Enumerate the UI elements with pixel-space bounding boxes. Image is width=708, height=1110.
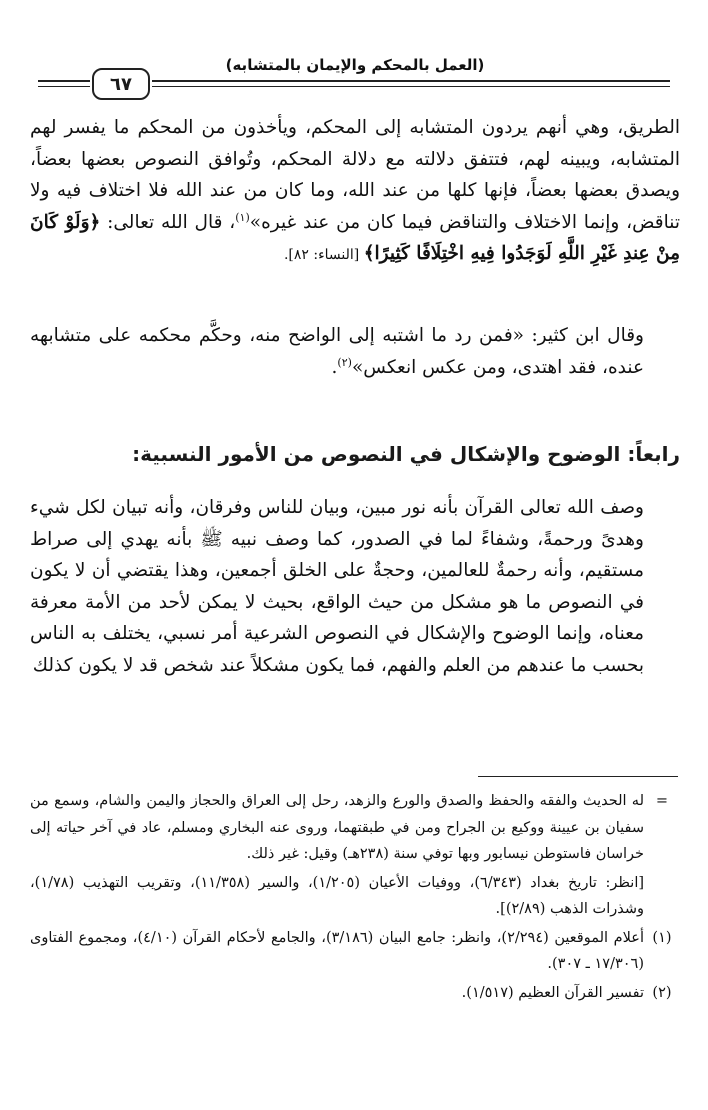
paragraph-2-text: وقال ابن كثير: «فمن رد ما اشتبه إلى الواضح منه، وحكَّم محكمه على متشابهه عنده، فقد اهتدى، ومن عكس انعكس» xyxy=(30,325,644,378)
header-rule-left-thin xyxy=(38,86,90,87)
section-heading: رابعاً: الوضوح والإشكال في النصوص من الأمور النسبية: xyxy=(132,442,680,466)
header-rule xyxy=(152,80,670,82)
header-rule-left xyxy=(38,80,90,82)
page-number: ٦٧ xyxy=(92,68,150,100)
footnote-text: تفسير القرآن العظيم (١/٥١٧). xyxy=(461,984,644,1001)
header-rule-thin xyxy=(152,86,670,87)
footnote-ref-2[interactable]: (٢) xyxy=(337,355,352,369)
footnote-item xyxy=(30,870,680,923)
footnote-item xyxy=(30,980,680,1007)
quran-verse: ﴿وَلَوْ كَانَ مِنْ عِندِ غَيْرِ اللَّهِ لَوَجَدُوا فِيهِ اخْتِلَافًا كَثِيرًا﴾ xyxy=(30,211,680,264)
footnote-mark: (١) xyxy=(652,929,672,946)
running-header-title: (العمل بالمحكم والإيمان بالمتشابه) xyxy=(225,56,485,74)
footnote-ref-1[interactable]: (١) xyxy=(235,210,250,224)
footnote-separator xyxy=(478,776,678,777)
paragraph-3-text-a: وصف الله تعالى القرآن بأنه نور مبين، وبيان للناس وفرقان، وأنه تبيان لكل شيء وهدىً ورحمةً، وشفاءً لما في الصدور، كما وصف نبيه xyxy=(30,497,644,550)
footnote-item xyxy=(30,925,680,978)
footnote-text: [انظر: تاريخ بغداد (٦/٣٤٣)، ووفيات الأعيان (١/٢٠٥)، والسير (١١/٣٥٨)، وتقريب التهذيب (١/٧٨)، وشذرات الذهب (٢/٨٩)]. xyxy=(30,874,645,917)
paragraph-2 xyxy=(30,320,680,383)
salawat-glyph: ﷺ xyxy=(200,528,223,550)
footnote-mark xyxy=(644,870,680,923)
verse-citation: [النساء: ٨٢]. xyxy=(283,247,364,263)
paragraph-3-text-b: بأنه يهدي إلى صراط مستقيم، وأنه رحمةٌ للعالمين، وحجةٌ على الخلق أجمعين، وهذا يقتضي أن لا يكون في النصوص ما هو مشكل من حيث الواقع، بحيث لا يمكن لأحد من الأمة معرفة معناه، وإنما الوضوح والإشكال في النصوص الشرعية أمر نسبي، يختلف به الناس بحسب ما عندهم من العلم والفهم، فما يكون مشكلاً عند شخص قد لا يكون كذلك xyxy=(30,528,644,676)
paragraph-1-text: الطريق، وهي أنهم يردون المتشابه إلى المحكم، ويأخذون من المحكم ما يفسر لهم المتشابه، ويبينه لهم، فتتفق دلالته مع دلالة المحكم، وتُوافق النصوص بعضها بعضاً، ويصدق بعضها بعضاً، فإنها كلها من عند الله، وما كان من عند الله فلا اختلاف فيه ولا تناقض، وإنما الاختلاف والتناقض فيما كان من عند غيره» xyxy=(30,117,680,233)
footnote-mark: = xyxy=(655,793,669,809)
footnote-text: أعلام الموقعين (٢/٢٩٤)، وانظر: جامع البيان (٣/١٨٦)، والجامع لأحكام القرآن (٤/١٠)، ومجموع الفتاوى (١٧/٣٠٦ ـ ٣٠٧). xyxy=(30,929,644,972)
footnote-item xyxy=(30,788,680,868)
paragraph-1-middle: ، قال الله تعالى: xyxy=(100,211,236,233)
footnote-text: له الحديث والفقه والحفظ والصدق والورع والزهد، رحل إلى العراق والحجاز واليمن والشام، وسمع من سفيان بن عيينة ووكيع بن الجراح ومن في طبقتهما، وروى عنه البخاري ومسلم، عاد في آخر حياته إلى خراسان فاستوطن نيسابور وبها توفي سنة (٢٣٨هـ) وقيل: غير ذلك. xyxy=(30,793,644,862)
footnote-mark: (٢) xyxy=(652,984,672,1001)
paragraph-3 xyxy=(30,492,680,681)
paragraph-1 xyxy=(30,112,680,272)
paragraph-2-end: . xyxy=(331,356,338,378)
footnotes xyxy=(30,788,680,1006)
